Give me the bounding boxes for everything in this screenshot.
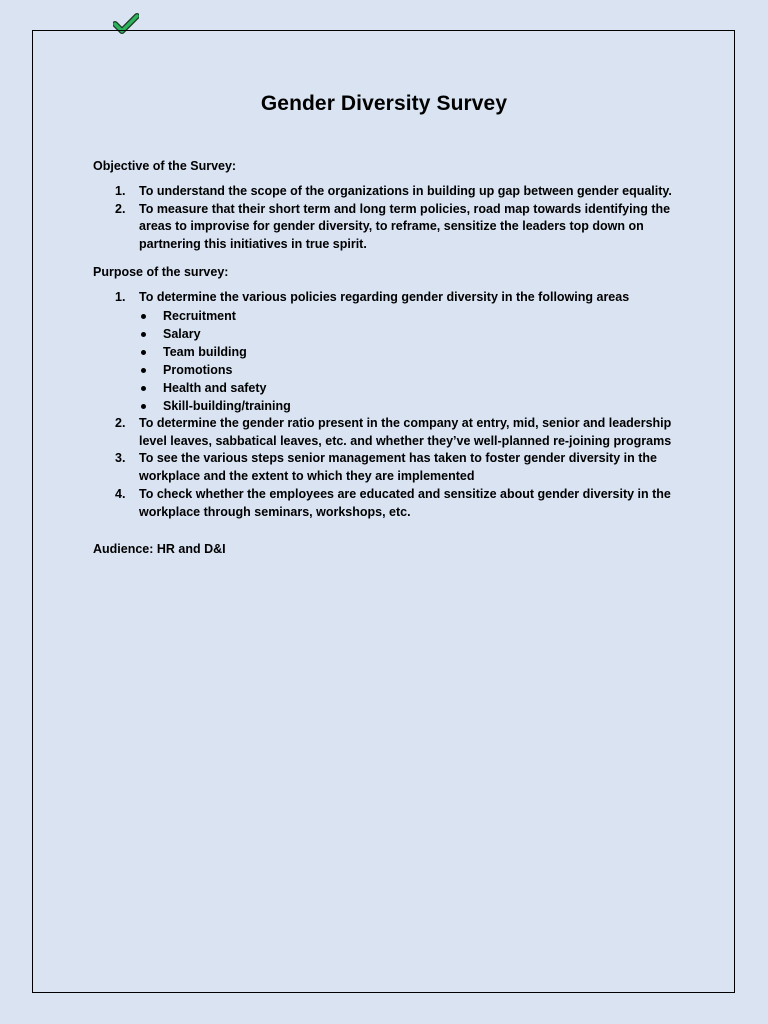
list-item	[93, 450, 683, 485]
list-item-text: To determine the gender ratio present in the company at entry, mid, senior and leadership level leaves, sabbatical leaves, etc. and whether they’ve well-planned re-joining programs	[139, 416, 672, 448]
bullet-icon	[141, 350, 146, 355]
list-item	[93, 201, 683, 254]
objective-label: Objective of the Survey:	[93, 159, 237, 173]
bullet-text: Recruitment	[163, 308, 236, 323]
bullet-item	[139, 325, 681, 343]
bullet-text: Promotions	[163, 362, 233, 377]
purpose-label: Purpose of the survey:	[93, 264, 229, 279]
list-number: 4.	[115, 486, 126, 501]
purpose-list	[93, 289, 683, 521]
list-number: 1.	[115, 184, 126, 198]
bullet-icon	[141, 368, 146, 373]
list-item	[93, 183, 683, 201]
list-item-text: To determine the various policies regarding gender diversity in the following areas	[139, 289, 630, 304]
list-item-text: To measure that their short term and long term policies, road map towards identifying the areas to improvise for gender diversity, to reframe, sensitize the leaders top down on partnering this initiatives in true spirit.	[139, 201, 671, 252]
list-number: 3.	[115, 451, 126, 466]
bullet-icon	[141, 332, 146, 337]
bullet-icon	[141, 404, 146, 409]
bullet-text: Health and safety	[163, 380, 267, 395]
bullet-text: Salary	[163, 326, 201, 341]
list-item-text: To check whether the employees are educated and sensitize about gender diversity in the workplace through seminars, workshops, etc.	[139, 486, 671, 519]
list-item	[93, 415, 683, 450]
list-item-text: To understand the scope of the organizations in building up gap between gender equality.	[139, 184, 672, 198]
document-content	[93, 88, 683, 558]
bullet-item	[139, 379, 681, 397]
objective-list	[93, 183, 683, 254]
list-item	[93, 289, 683, 415]
bullet-icon	[141, 386, 146, 391]
bullet-item	[139, 343, 681, 361]
list-number: 2.	[115, 201, 126, 216]
bullet-item	[139, 307, 681, 325]
bullet-item	[139, 361, 681, 379]
list-number: 2.	[115, 416, 126, 431]
policy-areas-list	[139, 307, 681, 416]
list-item-text: To see the various steps senior management has taken to foster gender diversity in the workplace and the extent to which they are implemented	[139, 451, 657, 484]
bullet-text: Skill-building/training	[163, 398, 291, 413]
list-number: 1.	[115, 289, 126, 304]
list-item	[93, 486, 683, 521]
page-title: Gender Diversity Survey	[260, 92, 508, 115]
bullet-icon	[141, 314, 146, 319]
bullet-item	[139, 397, 681, 415]
bullet-text: Team building	[163, 344, 247, 359]
audience-label: Audience: HR and D&I	[93, 542, 226, 557]
